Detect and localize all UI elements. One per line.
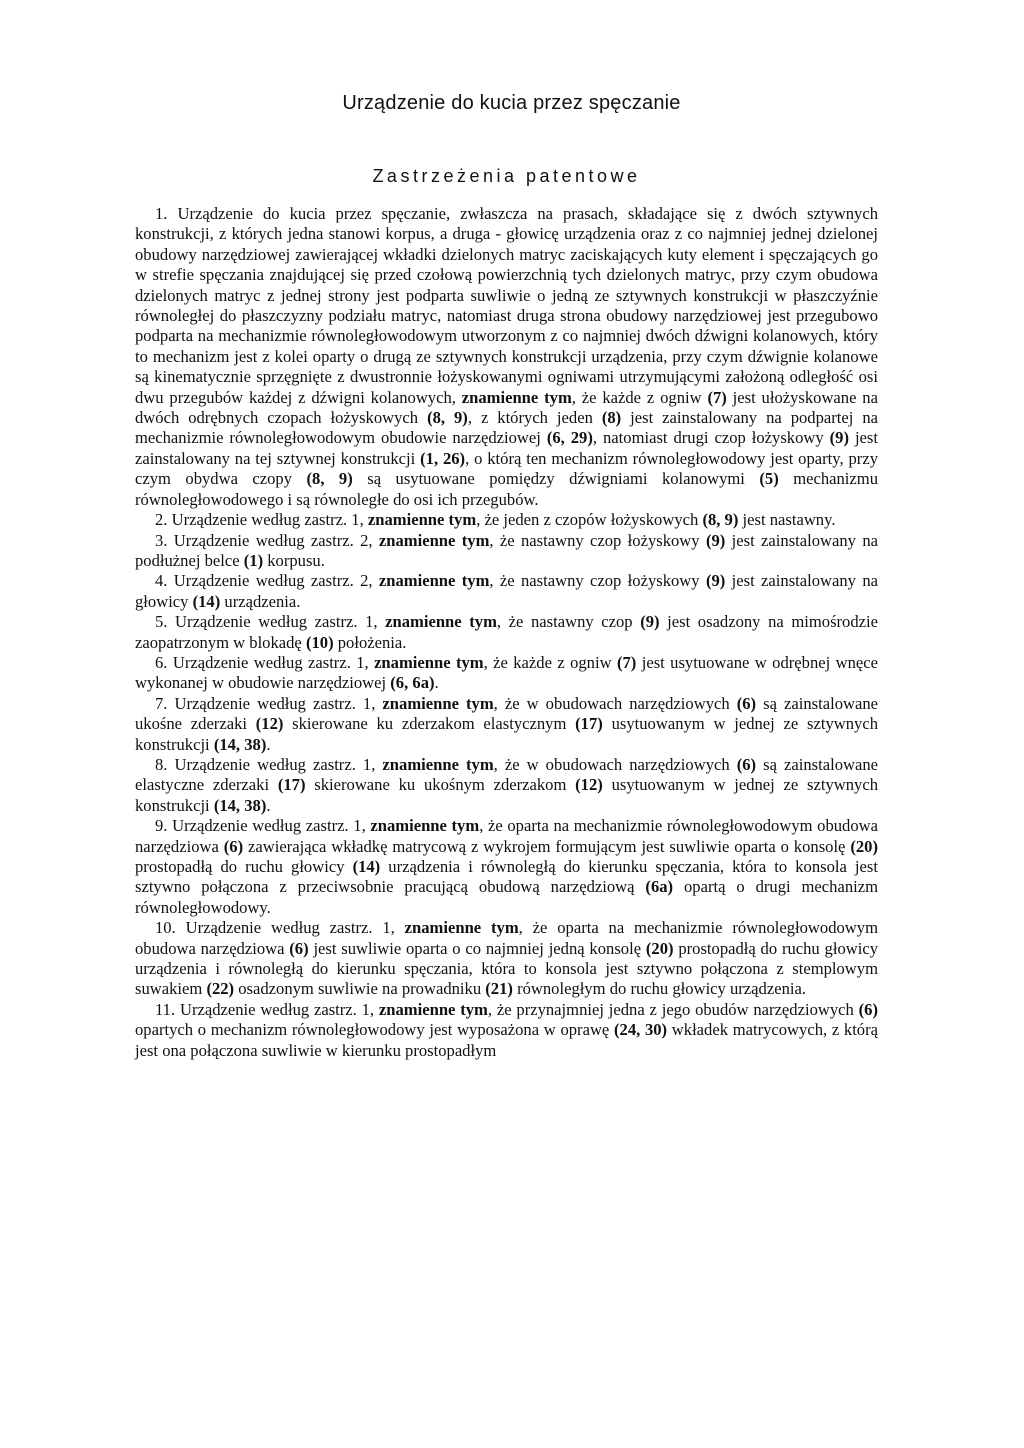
claim-text: są usytuowane pomiędzy dźwigniami kolanowymi — [352, 469, 760, 489]
claim-text: urządzenia. — [220, 591, 301, 611]
claim-text: , że nastawny czop — [496, 612, 641, 632]
claim-bold-text: znamienne tym — [385, 612, 497, 632]
claim-bold-text: (6, 29) — [546, 428, 593, 448]
claim-number: 9. — [155, 816, 168, 836]
claim-text: , że nastawny czop łożyskowy — [489, 530, 706, 550]
claim-text: jest zainstalowany na podpartej na mechanizmie równoległowodowym obudowie narzędziowej — [135, 408, 878, 448]
claim-1 — [135, 204, 878, 510]
claim-text: skierowane ku ukośnym zderzakom — [305, 775, 576, 795]
claim-text: położenia. — [333, 632, 407, 652]
claim-text: opartych o mechanizm równoległowodowy jest wyposażona w oprawę — [135, 1020, 614, 1040]
claim-number: 2. — [155, 510, 168, 530]
claim-number: 7. — [155, 693, 168, 713]
claim-text: , że nastawny czop łożyskowy — [489, 571, 706, 591]
claim-text: . — [266, 734, 271, 754]
claim-number: 10. — [155, 918, 176, 938]
claim-text: jest osadzony na mimośrodzie zaopatrzonym w blokadę — [135, 612, 878, 652]
claim-bold-text: (6) — [289, 938, 309, 958]
claim-2 — [135, 510, 878, 530]
claim-bold-text: (14, 38) — [213, 795, 267, 815]
claim-bold-text: (9) — [829, 428, 849, 448]
claim-text: jest ułożyskowane na dwóch odrębnych czopach łożyskowych — [135, 387, 878, 428]
claim-number: 8. — [155, 754, 168, 774]
claim-bold-text: (20) — [850, 836, 878, 856]
claim-text: są zainstalowane elastyczne zderzaki — [135, 754, 879, 795]
claim-text: Urządzenie według zastrz. 2, — [167, 530, 379, 550]
claim-11 — [135, 1000, 878, 1061]
claim-text: zawierająca wkładkę matrycową z wykrojem formującym jest suwliwie oparta o konsolę — [243, 836, 851, 856]
claim-text: , że każde z ogniw — [571, 387, 708, 407]
claim-number: 5. — [155, 612, 168, 632]
claim-bold-text: (6) — [223, 836, 244, 856]
claim-number: 3. — [155, 530, 168, 550]
claim-bold-text: (17) — [277, 775, 306, 795]
claim-5 — [135, 612, 878, 653]
claim-text: Urządzenie według zastrz. 1, — [175, 999, 379, 1019]
claim-9 — [135, 816, 878, 918]
claim-text: korpusu. — [263, 550, 325, 570]
claim-text: , że w obudowach narzędziowych — [493, 754, 737, 774]
claim-8 — [135, 755, 878, 816]
claim-text: , że oparta na mechanizmie równoległowodowym obudowa narzędziowa — [135, 918, 878, 958]
claim-text: , że oparta na mechanizmie równoległowodowym obudowa narzędziowa — [135, 816, 878, 856]
document-page — [135, 92, 878, 1061]
claim-bold-text: znamienne tym — [378, 999, 488, 1019]
claim-bold-text: (14, 38) — [213, 734, 267, 754]
section-heading: Zastrzeżenia patentowe — [372, 166, 641, 186]
claim-text: usytuowanym w jednej ze sztywnych konstrukcji — [135, 714, 879, 754]
claim-text: Urządzenie według zastrz. 1, — [167, 510, 368, 530]
claim-text: są zainstalowane ukośne zderzaki — [135, 693, 879, 734]
claims-list — [135, 204, 878, 1061]
claim-bold-text: (6) — [858, 999, 878, 1019]
claim-bold-text: znamienne tym — [378, 530, 490, 550]
claim-bold-text: (14) — [192, 591, 221, 611]
claim-7 — [135, 694, 878, 755]
claim-text: opartą o drugi mechanizm równoległowodowy. — [135, 877, 879, 917]
claim-bold-text: (7) — [616, 652, 637, 672]
claim-bold-text: (6) — [736, 754, 757, 774]
claim-text: , że jeden z czopów łożyskowych — [476, 510, 703, 530]
claim-bold-text: (8, 9) — [427, 408, 468, 428]
claim-bold-text: (1, 26) — [420, 448, 466, 468]
claim-bold-text: znamienne tym — [370, 816, 480, 836]
claim-text: mechanizmu równoległowodowego i są równoległe do osi ich przegubów. — [135, 469, 878, 509]
document-title: Urządzenie do kucia przez spęczanie — [342, 92, 681, 114]
claim-bold-text: (5) — [759, 469, 779, 489]
claim-text: Urządzenie według zastrz. 1, — [167, 693, 383, 713]
claim-bold-text: (12) — [255, 714, 284, 734]
claim-3 — [135, 531, 878, 572]
claim-bold-text: znamienne tym — [382, 754, 494, 774]
claim-text: jest zainstalowany na głowicy — [135, 571, 878, 611]
claim-bold-text: (14) — [352, 857, 381, 876]
claim-number: 11. — [155, 999, 176, 1019]
claim-text: , natomiast drugi czop łożyskowy — [592, 428, 830, 448]
claim-text: jest zainstalowany na tej sztywnej konstrukcji — [135, 428, 878, 468]
claim-bold-text: (9) — [640, 612, 660, 632]
claim-text: Urządzenie według zastrz. 1, — [175, 918, 405, 938]
claim-bold-text: (20) — [645, 938, 674, 958]
claim-bold-text: (8) — [601, 408, 622, 428]
claim-text: Urządzenie według zastrz. 2, — [167, 571, 379, 591]
claim-bold-text: (9) — [705, 530, 726, 550]
claim-text: Urządzenie według zastrz. 1, — [167, 816, 371, 836]
claim-text: Urządzenie według zastrz. 1, — [167, 652, 375, 672]
claim-text: jest usytuowane w odrębnej wnęce wykonanej w obudowie narzędziowej — [135, 652, 878, 693]
claim-number: 1. — [155, 204, 168, 223]
claim-bold-text: znamienne tym — [382, 693, 494, 713]
claim-number: 6. — [155, 652, 168, 672]
claim-bold-text: (6a) — [645, 877, 674, 897]
claim-bold-text: (10) — [305, 632, 334, 652]
claim-text: , że w obudowach narzędziowych — [493, 693, 737, 713]
claim-text: osadzonym suwliwie na prowadniku — [234, 979, 486, 999]
claim-bold-text: (6) — [736, 693, 757, 713]
claim-text: jest zainstalowany na podłużnej belce — [135, 530, 878, 570]
claim-bold-text: (12) — [575, 775, 603, 795]
claim-bold-text: (22) — [206, 979, 235, 999]
claim-bold-text: znamienne tym — [378, 571, 490, 591]
claim-text: wkładek matrycowych, z którą jest ona połączona suwliwie w kierunku prostopadłym — [135, 1020, 878, 1060]
claim-10 — [135, 918, 878, 1000]
claim-text: , że przynajmniej jedna z jego obudów narzędziowych — [487, 999, 859, 1019]
claim-text: Urządzenie według zastrz. 1, — [167, 754, 383, 774]
claim-bold-text: znamienne tym — [367, 510, 477, 530]
claim-text: Urządzenie do kucia przez spęczanie, zwłaszcza na prasach, składające się z dwóch sztywnych konstrukcji, z których jedna stanowi korpus, a druga - głowicę urządzenia oraz z co najmniej jednej dzielonej obudowy narzędziowej zawierającej wkładki dzielonych matryc zaciskających kuty element i spęczających go w strefie spęczania znajdującej się przed czołową powierzchnią tych dzielonych matryc, przy czym obudowa dzielonych matryc z jednej strony jest podparta suwliwie o jedną ze sztywnych konstrukcji w płaszczyźnie równoległej do płaszczyzny podziału matryc, natomiast druga strona obudowy narzędziowej jest przegubowo podparta na mechanizmie równoległowodowym utworzonym z co najmniej dwóch dźwigni kolanowych, który to mechanizm jest z kolei oparty o drugą ze sztywnych konstrukcji urządzenia, przy czym dźwignie kolanowe są kinematycznie sprzęgnięte z dwustronnie łożyskowanymi ogniwami utrzymującymi założoną odległość osi dwu przegubów każdej z dźwigni kolanowych, — [135, 204, 878, 407]
claim-bold-text: (8, 9) — [702, 510, 739, 530]
claim-text: . — [266, 795, 271, 815]
claim-bold-text: (7) — [707, 387, 727, 407]
claim-text: Urządzenie według zastrz. 1, — [167, 612, 386, 632]
claim-text: jest suwliwie oparta o co najmniej jedną konsolę — [308, 938, 646, 958]
claim-bold-text: znamienne tym — [404, 918, 519, 938]
claim-4 — [135, 571, 878, 612]
claim-text: , o którą ten mechanizm równoległowodowy jest oparty, przy czym obydwa czopy — [135, 448, 878, 489]
claim-text: . — [434, 673, 439, 693]
claim-text: usytuowanym w jednej ze sztywnych konstrukcji — [135, 775, 878, 815]
claim-bold-text: (6, 6a) — [390, 673, 435, 693]
claim-bold-text: (24, 30) — [614, 1020, 668, 1040]
claim-text: prostopadłą do ruchu głowicy urządzenia i równoległą do kierunku spęczania, która to konsola jest sztywno połączona z stemplowym suwakiem — [135, 938, 878, 999]
claim-bold-text: znamienne tym — [461, 387, 572, 407]
claim-number: 4. — [155, 571, 168, 591]
claim-text: prostopadłą do ruchu głowicy — [135, 857, 353, 876]
claim-bold-text: (1) — [243, 550, 264, 570]
claim-bold-text: (9) — [705, 571, 726, 591]
claim-bold-text: (17) — [575, 714, 603, 734]
claim-text: skierowane ku zderzakom elastycznym — [283, 714, 576, 734]
claim-text: jest nastawny. — [738, 510, 836, 530]
claim-text: , że każde z ogniw — [483, 652, 617, 672]
claim-text: , z których jeden — [467, 408, 602, 428]
claim-bold-text: znamienne tym — [374, 652, 484, 672]
claim-6 — [135, 653, 878, 694]
claim-text: równoległym do ruchu głowicy urządzenia. — [512, 979, 806, 999]
claim-text: urządzenia i równoległą do kierunku spęczania, która to konsola jest sztywno połączona z przeciwsobnie pracującą obudową narzędziową — [135, 857, 878, 897]
claim-bold-text: (21) — [485, 979, 513, 999]
claim-bold-text: (8, 9) — [306, 469, 353, 489]
